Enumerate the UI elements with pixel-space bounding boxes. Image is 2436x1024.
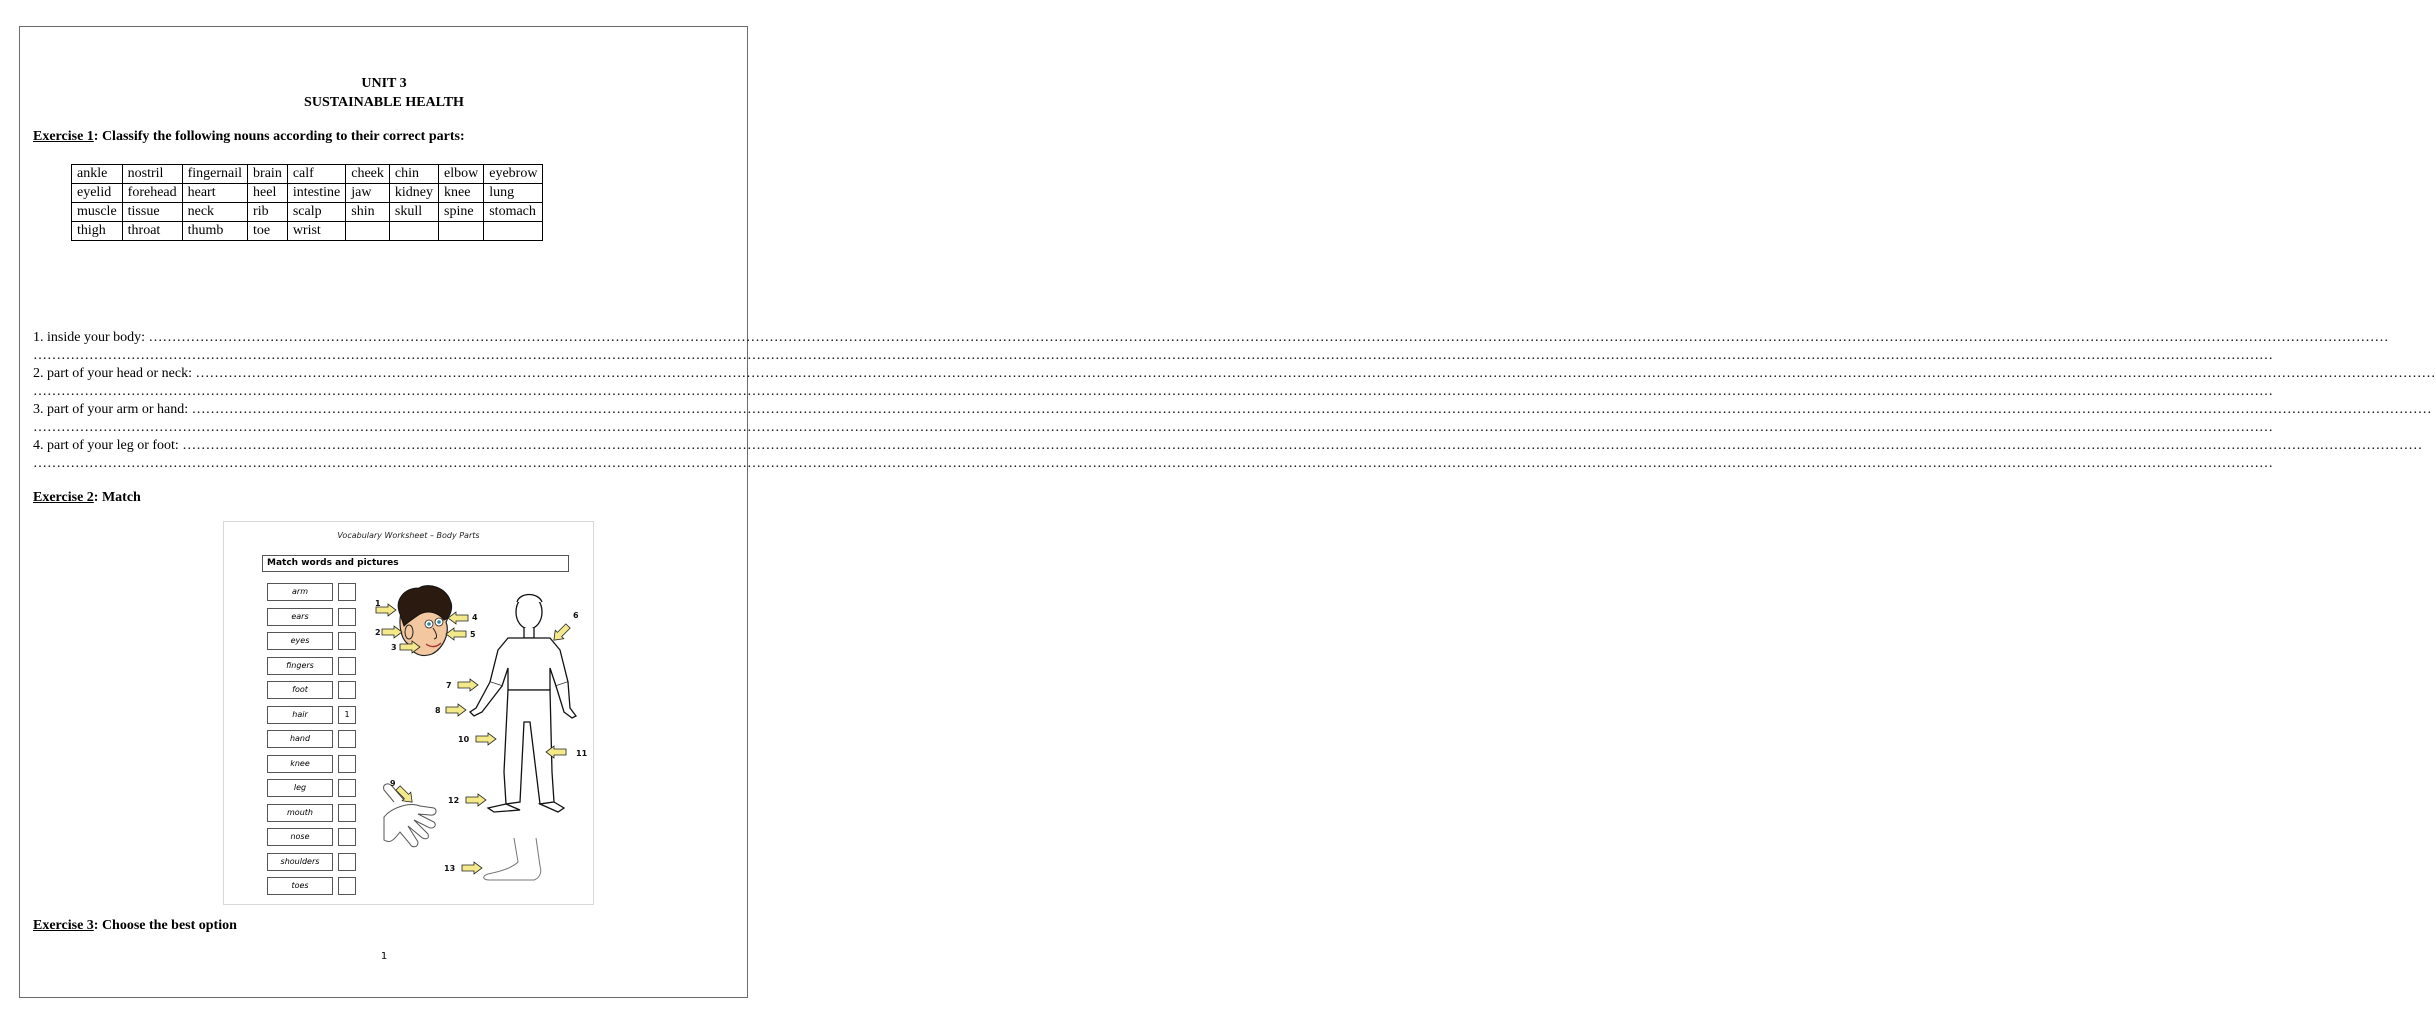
- table-cell: [389, 222, 438, 241]
- arrow-7: [446, 679, 478, 691]
- table-cell: tissue: [122, 203, 182, 222]
- exercise3-heading: [33, 918, 237, 934]
- table-cell: spine: [439, 203, 484, 222]
- table-cell: skull: [389, 203, 438, 222]
- word-box: fingers: [267, 657, 333, 675]
- table-row: [72, 184, 543, 203]
- answer-dots[interactable]: …………………………………………………………………………………………………………………………………………………………………………………………………………………………………………………………………………………………………………………………………………………………………………………………………………………………………………: [148, 330, 2389, 345]
- table-cell: cheek: [346, 165, 390, 184]
- arrow-11: [546, 746, 588, 758]
- table-cell: eyebrow: [484, 165, 543, 184]
- word-box: leg: [267, 779, 333, 797]
- table-cell: rib: [248, 203, 288, 222]
- word-box: toes: [267, 877, 333, 895]
- exercise2-heading: [33, 490, 141, 506]
- nouns-table: [71, 164, 543, 241]
- exercise3-label: Exercise 3: [33, 918, 94, 933]
- category-line-3: [33, 401, 2432, 419]
- table-row: [72, 165, 543, 184]
- answer-dots[interactable]: …………………………………………………………………………………………………………………………………………………………………………………………………………………………………………………………………………………………………………………………………………………………………………………………………………………………………………: [195, 366, 2436, 381]
- table-cell: neck: [182, 203, 247, 222]
- arrow-12: [448, 794, 486, 806]
- table-cell: shin: [346, 203, 390, 222]
- category-label: 2. part of your head or neck:: [33, 366, 196, 381]
- arrow-number: 3: [391, 643, 397, 652]
- table-cell: intestine: [287, 184, 345, 203]
- arrow-1: [375, 599, 396, 616]
- table-cell: heart: [182, 184, 247, 203]
- word-box: knee: [267, 755, 333, 773]
- continuation-line: [33, 419, 2273, 437]
- word-box: foot: [267, 681, 333, 699]
- table-cell: jaw: [346, 184, 390, 203]
- table-cell: toe: [248, 222, 288, 241]
- table-row: [72, 222, 543, 241]
- table-cell: eyelid: [72, 184, 123, 203]
- exercise2-instruction: : Match: [93, 490, 141, 505]
- word-box: shoulders: [267, 853, 333, 871]
- category-label: 1. inside your body:: [33, 330, 149, 345]
- continuation-line: [33, 347, 2273, 365]
- arrow-2: [375, 626, 402, 638]
- table-cell: lung: [484, 184, 543, 203]
- arrow-number: 1: [375, 599, 381, 608]
- arrow-number: 5: [470, 630, 476, 639]
- table-cell: nostril: [122, 165, 182, 184]
- answer-dots[interactable]: …………………………………………………………………………………………………………………………………………………………………………………………………………………………………………………………………………………………………………………………………………………………………………………………………………………………………………: [33, 348, 2273, 363]
- exercise1-heading: [33, 129, 465, 145]
- table-row: [72, 203, 543, 222]
- word-box: arm: [267, 583, 333, 601]
- arrow-number: 2: [375, 628, 381, 637]
- exercise1-label: Exercise 1: [33, 129, 94, 144]
- table-cell: brain: [248, 165, 288, 184]
- table-cell: kidney: [389, 184, 438, 203]
- table-cell: thigh: [72, 222, 123, 241]
- standing-figure-icon: [470, 595, 576, 813]
- exercise3-instruction: : Choose the best option: [93, 918, 237, 933]
- table-cell: [439, 222, 484, 241]
- table-cell: wrist: [287, 222, 345, 241]
- table-cell: calf: [287, 165, 345, 184]
- answer-dots[interactable]: …………………………………………………………………………………………………………………………………………………………………………………………………………………………………………………………………………………………………………………………………………………………………………………………………………………………………………: [191, 402, 2432, 417]
- arrow-5: [446, 628, 476, 640]
- table-cell: throat: [122, 222, 182, 241]
- continuation-line: [33, 383, 2273, 401]
- arrow-8: [435, 704, 466, 716]
- arrow-number: 4: [472, 613, 478, 622]
- table-cell: knee: [439, 184, 484, 203]
- arrow-number: 7: [446, 681, 452, 690]
- arrow-number: 6: [573, 611, 579, 620]
- exercise1-instruction: : Classify the following nouns according to their correct parts:: [93, 129, 465, 144]
- arrow-number: 13: [444, 864, 456, 873]
- word-box: hair: [267, 706, 333, 724]
- table-cell: scalp: [287, 203, 345, 222]
- word-box: ears: [267, 608, 333, 626]
- category-line-4: [33, 437, 2423, 455]
- arrow-number: 10: [458, 735, 470, 744]
- arrow-13: [444, 862, 482, 874]
- worksheet-title: Vocabulary Worksheet – Body Parts: [337, 531, 480, 540]
- category-line-2: [33, 365, 2436, 383]
- table-cell: fingernail: [182, 165, 247, 184]
- page-title: SUSTAINABLE HEALTH: [304, 95, 464, 110]
- table-cell: muscle: [72, 203, 123, 222]
- worksheet-instruction-box: Match words and pictures: [262, 555, 569, 572]
- page-number: 1: [380, 951, 388, 962]
- exercise2-label: Exercise 2: [33, 490, 94, 505]
- word-box: mouth: [267, 804, 333, 822]
- unit-heading: UNIT 3: [361, 76, 407, 91]
- table-cell: ankle: [72, 165, 123, 184]
- body-parts-worksheet-image: [223, 521, 594, 905]
- answer-dots[interactable]: …………………………………………………………………………………………………………………………………………………………………………………………………………………………………………………………………………………………………………………………………………………………………………………………………………………………………………: [33, 420, 2273, 435]
- arrow-number: 9: [390, 779, 396, 788]
- table-cell: elbow: [439, 165, 484, 184]
- arrow-6: [550, 611, 579, 644]
- arrow-number: 8: [435, 706, 441, 715]
- answer-box[interactable]: 1: [338, 706, 356, 724]
- answer-dots[interactable]: …………………………………………………………………………………………………………………………………………………………………………………………………………………………………………………………………………………………………………………………………………………………………………………………………………………………………………: [182, 438, 2423, 453]
- answer-dots[interactable]: …………………………………………………………………………………………………………………………………………………………………………………………………………………………………………………………………………………………………………………………………………………………………………………………………………………………………………: [33, 384, 2273, 399]
- arrow-number: 12: [448, 796, 460, 805]
- table-cell: stomach: [484, 203, 543, 222]
- table-cell: heel: [248, 184, 288, 203]
- category-line-1: [33, 329, 2389, 347]
- word-box: eyes: [267, 632, 333, 650]
- arrow-4: [448, 612, 478, 624]
- word-box: nose: [267, 828, 333, 846]
- body-drawing: [224, 522, 595, 906]
- table-cell: thumb: [182, 222, 247, 241]
- table-cell: [346, 222, 390, 241]
- arrow-number: 11: [576, 749, 588, 758]
- table-cell: chin: [389, 165, 438, 184]
- table-cell: [484, 222, 543, 241]
- category-label: 3. part of your arm or hand:: [33, 402, 192, 417]
- category-label: 4. part of your leg or foot:: [33, 438, 183, 453]
- word-box: hand: [267, 730, 333, 748]
- table-cell: forehead: [122, 184, 182, 203]
- answer-dots[interactable]: …………………………………………………………………………………………………………………………………………………………………………………………………………………………………………………………………………………………………………………………………………………………………………………………………………………………………………: [33, 456, 2273, 471]
- arrow-10: [458, 733, 496, 745]
- foot-icon: [484, 838, 541, 880]
- continuation-line: [33, 455, 2273, 473]
